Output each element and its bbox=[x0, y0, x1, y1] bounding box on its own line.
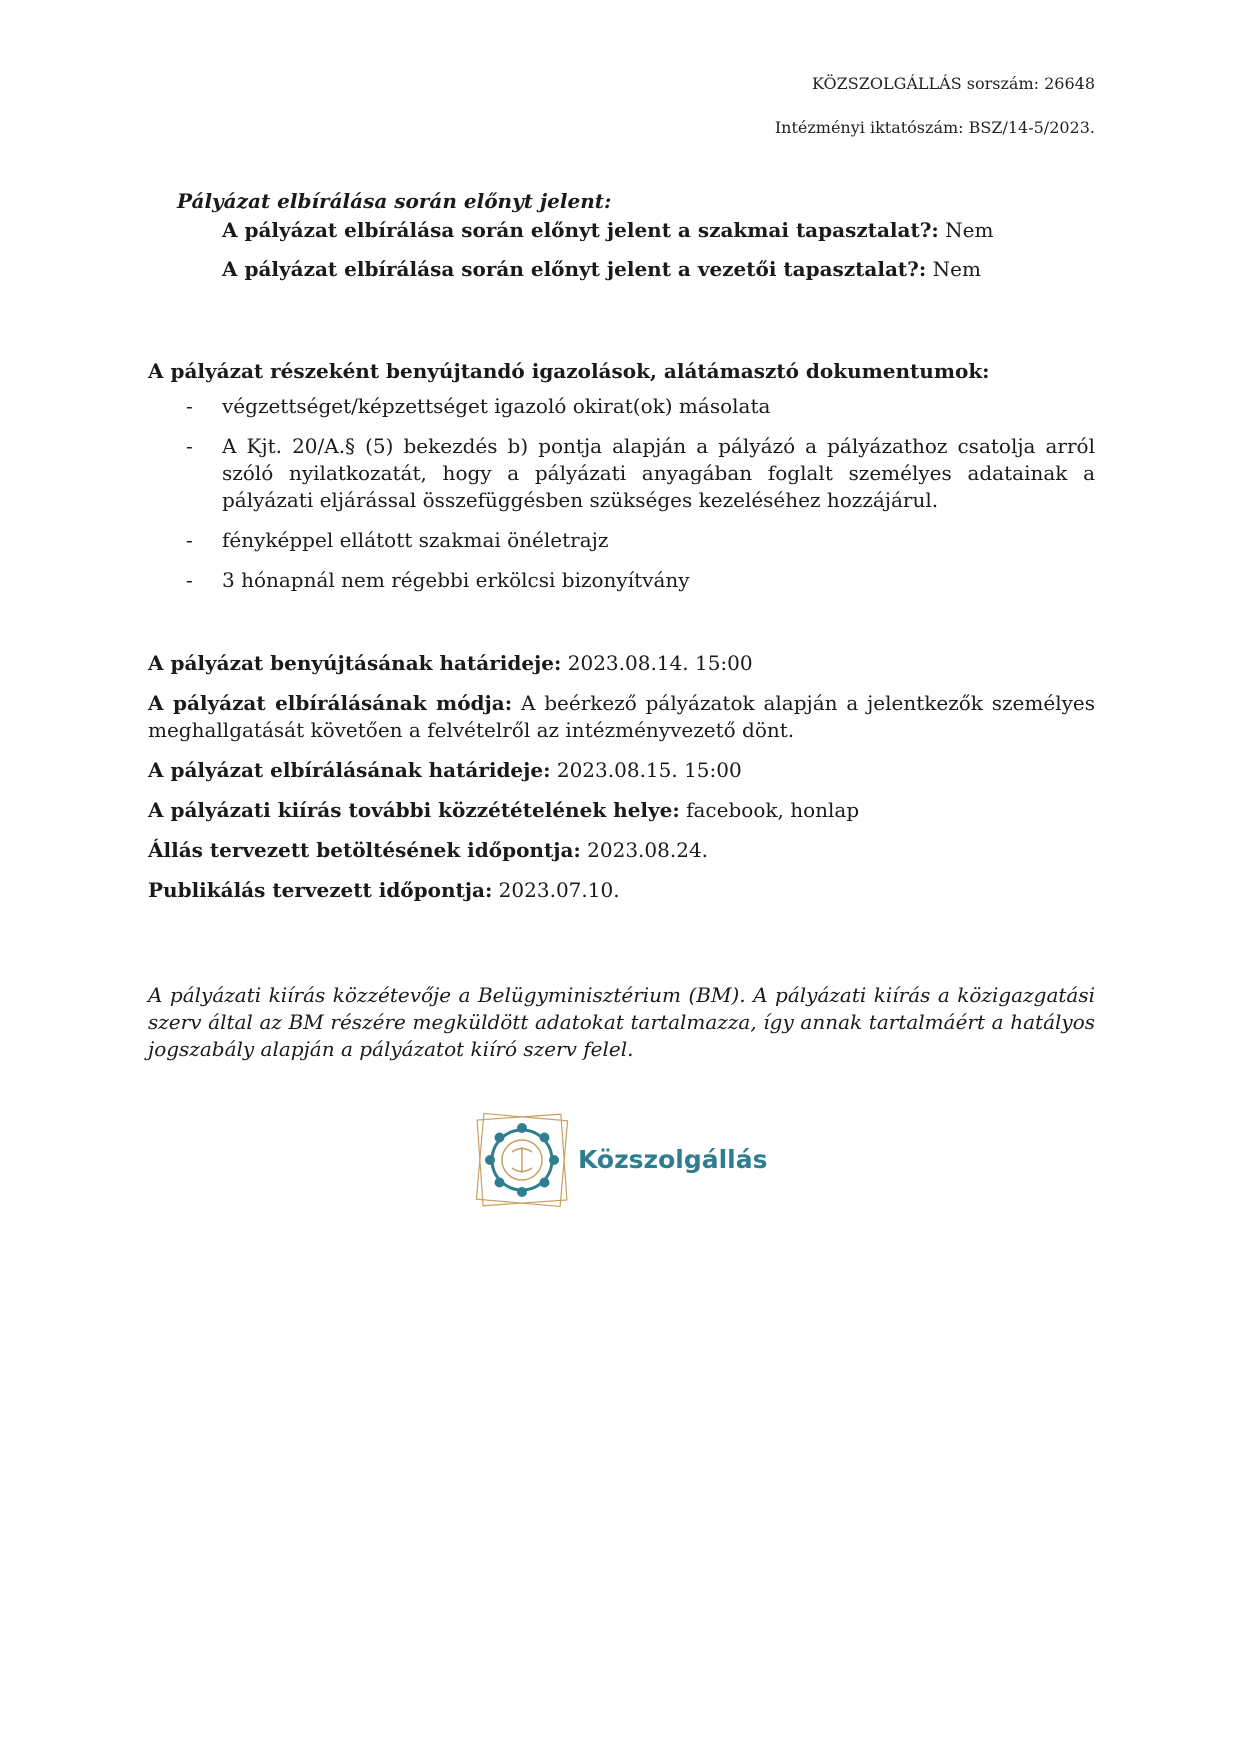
documents-section bbox=[148, 358, 1095, 607]
field-value: facebook, honlap bbox=[679, 798, 860, 822]
publisher-notice: A pályázati kiírás közzétevője a Belügyminisztérium (BM). A pályázati kiírás a közigazgatási szerv által az BM részére megküldött adatokat tartalmazza, így annak tartalmáért a hatályos jogszabály alapján a pályázatot kiíró szerv felel. bbox=[148, 983, 1095, 1061]
list-item-text: 3 hónapnál nem régebbi erkölcsi bizonyítvány bbox=[222, 568, 690, 592]
evaluation-deadline bbox=[148, 757, 1095, 784]
logo-wordmark: Közszolgállás bbox=[578, 1145, 768, 1174]
field-value: 2023.08.14. 15:00 bbox=[561, 651, 753, 675]
advantage-value: Nem bbox=[938, 218, 994, 242]
list-dash: - bbox=[186, 568, 193, 592]
list-item-text: fényképpel ellátott szakmai önéletrajz bbox=[222, 528, 609, 552]
list-item bbox=[148, 433, 1095, 514]
publication-date bbox=[148, 877, 1095, 904]
documents-title: A pályázat részeként benyújtandó igazolások, alátámasztó dokumentumok: bbox=[148, 359, 990, 383]
field-label: A pályázat elbírálásának módja: bbox=[148, 691, 513, 715]
publication-places bbox=[148, 797, 1095, 824]
kozszolgallas-emblem-icon bbox=[472, 1107, 572, 1217]
evaluation-method bbox=[148, 690, 1095, 744]
field-label: Publikálás tervezett időpontja: bbox=[148, 878, 493, 902]
advantage-label: A pályázat elbírálása során előnyt jelent a vezetői tapasztalat?: bbox=[222, 257, 927, 281]
advantage-value: Nem bbox=[926, 257, 981, 281]
field-label: A pályázati kiírás további közzétételének helye: bbox=[148, 798, 680, 822]
field-value: 2023.07.10. bbox=[492, 878, 620, 902]
deadlines-section bbox=[148, 650, 1095, 917]
serial-number: KÖZSZOLGÁLLÁS sorszám: 26648 bbox=[812, 74, 1095, 93]
advantages-section bbox=[148, 188, 1095, 295]
field-label: A pályázat benyújtásának határideje: bbox=[148, 651, 562, 675]
list-dash: - bbox=[186, 394, 193, 418]
kozszolgallas-logo bbox=[472, 1107, 772, 1217]
list-item-text: A Kjt. 20/A.§ (5) bekezdés b) pontja alapján a pályázó a pályázathoz csatolja arról szóló nyilatkozatát, hogy a pályázati anyagában foglalt személyes adatainak a pályázati eljárással összefüggésben szükséges kezeléséhez hozzájárul. bbox=[222, 434, 1095, 512]
field-label: Állás tervezett betöltésének időpontja: bbox=[148, 838, 581, 862]
field-value: A beérkező pályázatok alapján a jelentkezők személyes meghallgatását követően a felvételről az intézményvezető dönt. bbox=[148, 691, 1095, 742]
submission-deadline bbox=[148, 650, 1095, 677]
list-item bbox=[148, 527, 1095, 554]
advantage-item bbox=[222, 217, 1095, 244]
list-dash: - bbox=[186, 528, 193, 552]
field-label: A pályázat elbírálásának határideje: bbox=[148, 758, 551, 782]
list-item bbox=[148, 567, 1095, 594]
field-value: 2023.08.15. 15:00 bbox=[550, 758, 742, 782]
registry-number: Intézményi iktatószám: BSZ/14-5/2023. bbox=[774, 118, 1095, 137]
field-value: 2023.08.24. bbox=[580, 838, 709, 862]
advantages-title: Pályázat elbírálása során előnyt jelent: bbox=[177, 189, 612, 213]
advantage-item bbox=[222, 256, 1095, 283]
advantage-label: A pályázat elbírálása során előnyt jelent a szakmai tapasztalat?: bbox=[222, 218, 939, 242]
start-date bbox=[148, 837, 1095, 864]
list-dash: - bbox=[186, 434, 193, 458]
list-item-text: végzettséget/képzettséget igazoló okirat(ok) másolata bbox=[222, 394, 771, 418]
list-item bbox=[148, 393, 1095, 420]
documents-list bbox=[148, 393, 1095, 594]
